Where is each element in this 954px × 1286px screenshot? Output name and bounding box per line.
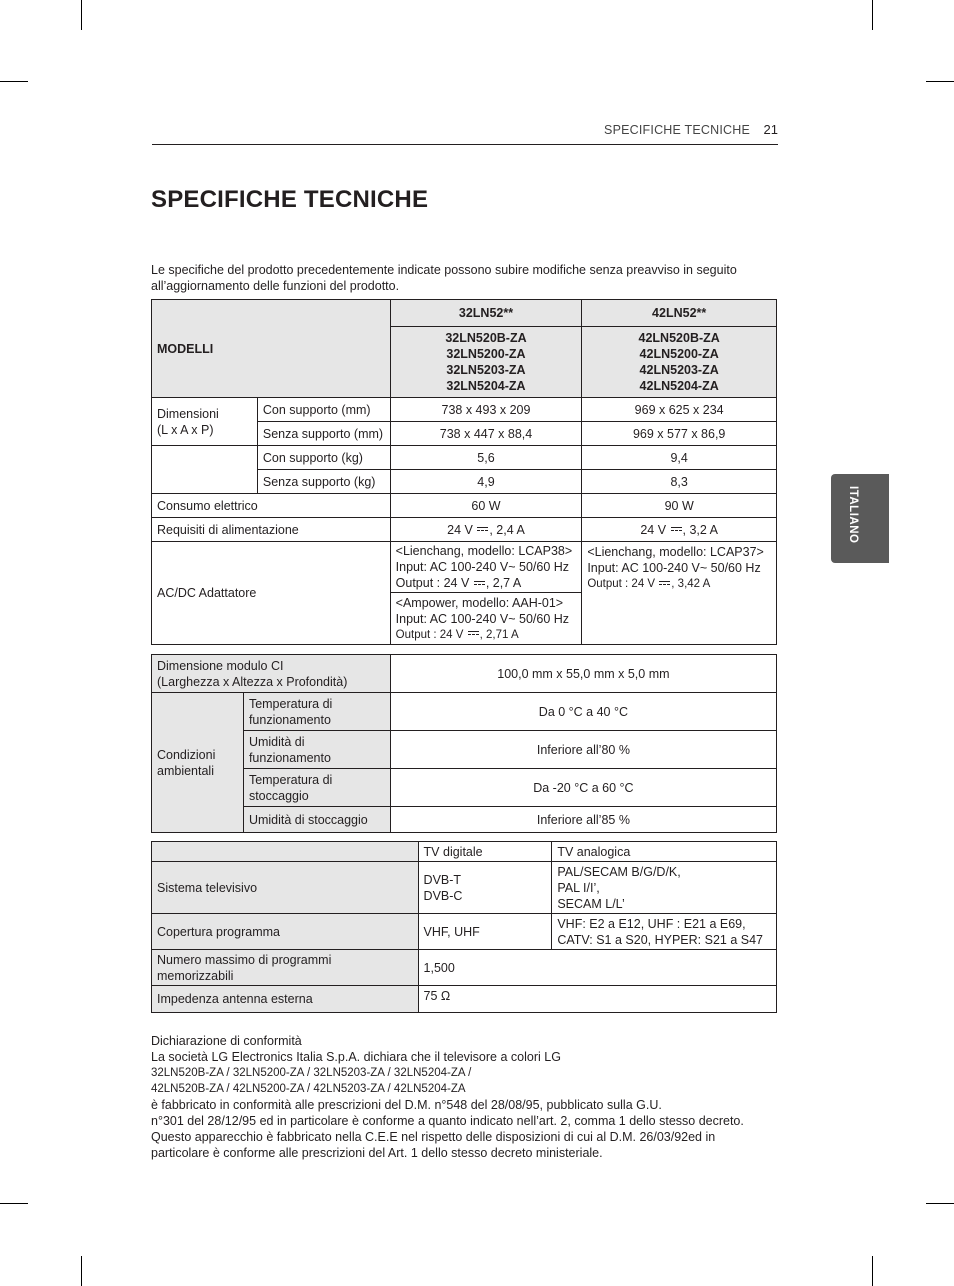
header-section: SPECIFICHE TECNICHE — [604, 123, 750, 137]
row-label: Consumo elettrico — [152, 494, 391, 518]
dc-symbol-icon — [477, 527, 488, 533]
row-label: Requisiti di alimentazione — [152, 518, 391, 542]
dc-symbol-icon — [468, 631, 479, 637]
adapter-cell: <Lienchang, modello: LCAP37> Input: AC 100-240 V~ 50/60 Hz Output : 24 V , 3,42 A — [582, 542, 777, 645]
env-label: Condizioni ambientali — [152, 693, 244, 833]
row-label: Senza supporto (mm) — [257, 422, 390, 446]
cell-value: 1,500 — [418, 950, 776, 986]
cell-value: 8,3 — [582, 470, 777, 494]
row-label: Copertura programma — [152, 914, 419, 950]
weight-label-empty — [152, 446, 258, 494]
empty-head — [152, 842, 419, 862]
cell-value: 24 V , 2,4 A — [390, 518, 582, 542]
model-list-32: 32LN520B-ZA 32LN5200-ZA 32LN5203-ZA 32LN5204-ZA — [390, 327, 582, 398]
cell-value: 969 x 577 x 86,9 — [582, 422, 777, 446]
cell-value: Da 0 °C a 40 °C — [390, 693, 776, 731]
adapter-label: AC/DC Adattatore — [152, 542, 391, 645]
model-head-42: 42LN52** — [582, 300, 777, 327]
dc-symbol-icon — [671, 527, 682, 533]
crop-mark — [872, 0, 873, 30]
row-label: Umidità di funzionamento — [243, 731, 390, 769]
cell-value: Inferiore all’85 % — [390, 807, 776, 833]
tv-system-table — [151, 841, 777, 1013]
cell-value: Inferiore all’80 % — [390, 731, 776, 769]
cell-value: Da -20 °C a 60 °C — [390, 769, 776, 807]
crop-mark — [926, 1203, 954, 1204]
dimensions-label: Dimensioni (L x A x P) — [152, 398, 258, 446]
cell-value: DVB-T DVB-C — [418, 862, 552, 914]
models-label: MODELLI — [152, 300, 391, 398]
running-header — [152, 122, 778, 145]
intro-text: Le specifiche del prodotto precedentemente indicate possono subire modifiche senza preavviso in seguito all’aggiornamento delle funzioni del prodotto. — [151, 263, 737, 293]
row-label: Con supporto (kg) — [257, 446, 390, 470]
ci-label: Dimensione modulo CI (Larghezza x Altezza x Profondità) — [152, 655, 391, 693]
row-label: Senza supporto (kg) — [257, 470, 390, 494]
page-number: 21 — [763, 122, 778, 137]
model-head-32: 32LN52** — [390, 300, 582, 327]
dc-symbol-icon — [474, 581, 485, 587]
row-label: Sistema televisivo — [152, 862, 419, 914]
row-label: Umidità di stoccaggio — [243, 807, 390, 833]
model-list-42: 42LN520B-ZA 42LN5200-ZA 42LN5203-ZA 42LN5204-ZA — [582, 327, 777, 398]
cell-value: 4,9 — [390, 470, 582, 494]
head-digital: TV digitale — [418, 842, 552, 862]
cell-value: 9,4 — [582, 446, 777, 470]
row-label: Con supporto (mm) — [257, 398, 390, 422]
cell-value: 75 Ω — [418, 986, 776, 1013]
ci-value: 100,0 mm x 55,0 mm x 5,0 mm — [390, 655, 776, 693]
crop-mark — [81, 1256, 82, 1286]
crop-mark — [926, 81, 954, 82]
cell-value: VHF: E2 a E12, UHF : E21 a E69, CATV: S1 a S20, HYPER: S21 a S47 — [552, 914, 777, 950]
page-title: SPECIFICHE TECNICHE — [151, 186, 429, 213]
cell-value: 969 x 625 x 234 — [582, 398, 777, 422]
cell-value: 738 x 447 x 88,4 — [390, 422, 582, 446]
ci-env-table — [151, 654, 777, 833]
cell-value: 90 W — [582, 494, 777, 518]
dc-symbol-icon — [659, 581, 670, 587]
cell-value: PAL/SECAM B/G/D/K, PAL I/I’, SECAM L/L’ — [552, 862, 777, 914]
specs-table — [151, 299, 777, 645]
language-tab-label: ITALIANO — [847, 486, 859, 544]
row-label: Temperatura di stoccaggio — [243, 769, 390, 807]
crop-mark — [81, 0, 82, 30]
cell-value: 60 W — [390, 494, 582, 518]
row-label: Numero massimo di programmi memorizzabili — [152, 950, 419, 986]
crop-mark — [0, 1203, 28, 1204]
head-analog: TV analogica — [552, 842, 777, 862]
crop-mark — [0, 81, 28, 82]
cell-value: 5,6 — [390, 446, 582, 470]
cell-value: 24 V , 3,2 A — [582, 518, 777, 542]
row-label: Temperatura di funzionamento — [243, 693, 390, 731]
row-label: Impedenza antenna esterna — [152, 986, 419, 1013]
crop-mark — [872, 1256, 873, 1286]
conformity-declaration: Dichiarazione di conformità La società LG Electronics Italia S.p.A. dichiara che il televisore a colori LG 32LN520B-ZA / 32LN5200-ZA / 32LN5203-ZA / 32LN5204-ZA / 42LN520B-ZA / 42LN5200-ZA / 42LN5203-ZA / 42LN5204-ZA è fabbricato in conformità alle prescrizioni del D.M. n°548 del 28/08/95, pubblicato sulla G.U. n°301 del 28/12/95 ed in particolare è conforme a quanto indicato nell’art. 2, comma 1 dello stesso decreto. Questo apparecchio è fabbricato nella C.E.E nel rispetto delle disposizioni di cui al D.M. 26/03/92ed in particolare è conforme alle prescrizioni del Art. 1 dello stesso decreto ministeriale. — [151, 1034, 744, 1160]
language-tab — [831, 474, 889, 563]
adapter-cell: <Lienchang, modello: LCAP38> Input: AC 100-240 V~ 50/60 Hz Output : 24 V , 2,7 A — [390, 542, 582, 593]
cell-value: 738 x 493 x 209 — [390, 398, 582, 422]
adapter-cell: <Ampower, modello: AAH-01> Input: AC 100-240 V~ 50/60 Hz Output : 24 V , 2,71 A — [390, 593, 582, 645]
cell-value: VHF, UHF — [418, 914, 552, 950]
